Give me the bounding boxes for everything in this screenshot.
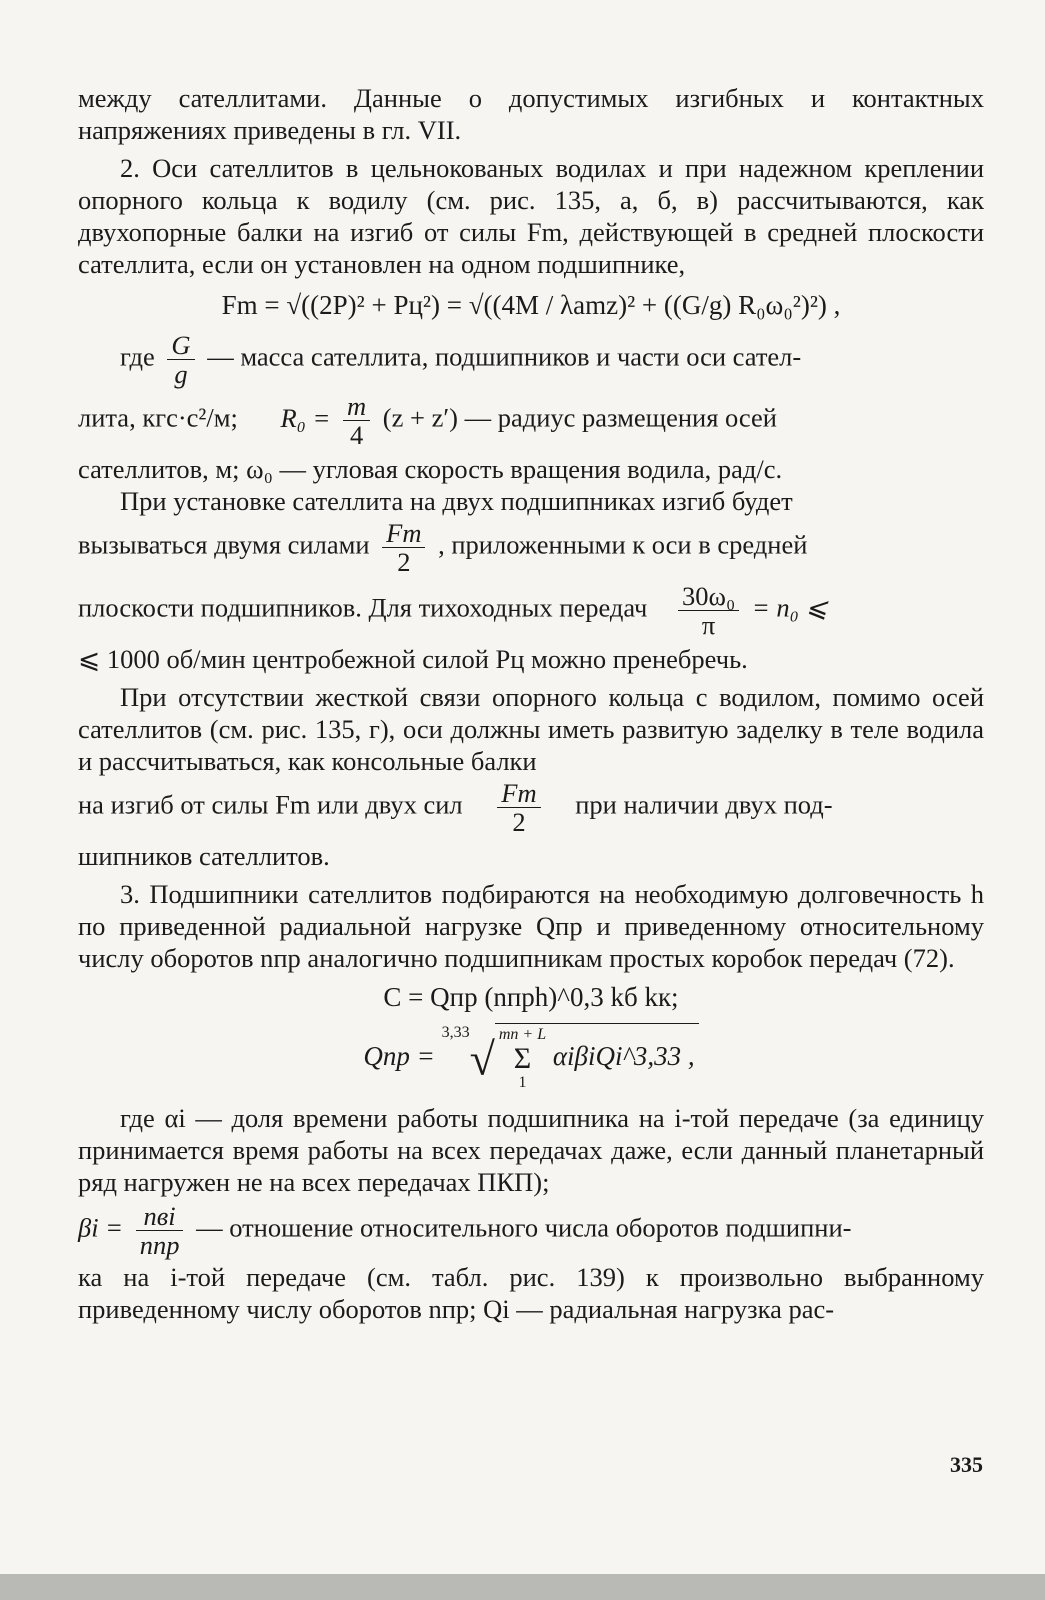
- radicand: [495, 1023, 699, 1092]
- paragraph-8: ка на i-той передаче (см. табл. рис. 139) к произвольно выбранному приведенному числу оборотов nпр; Qi — радиальная нагрузка рас-: [78, 1262, 984, 1324]
- equation-qpr: [78, 1023, 984, 1092]
- where-line-2: [78, 392, 984, 449]
- text-segment: = n₀ ⩽: [751, 592, 828, 623]
- where-word: где: [120, 341, 155, 372]
- paragraph-1: между сателлитами. Данные о допустимых изгибных и контактных напряжениях приведены в гл. VII.: [78, 83, 984, 145]
- where-line-3: сателлитов, м; ω₀ — угловая скорость вращения водила, рад/с.: [78, 454, 783, 484]
- paragraph-7: [78, 1202, 984, 1259]
- text-segment: на изгиб от силы Fm или двух сил: [78, 789, 463, 820]
- fraction-numerator: Fm: [382, 519, 425, 548]
- fraction-denominator: nпр: [139, 1230, 180, 1260]
- paragraph-2: 2. Оси сателлитов в цельнокованых водилах и при надежном креплении опорного кольца к водилу (см. рис. 135, а, б, в) рассчитываются, как двухопорные балки на изгиб от силы Fm, действующей в средней плоскости сателлита, если он установлен на одном подшипнике,: [78, 153, 984, 279]
- radius-text: (z + z′) — радиус размещения осей: [382, 402, 777, 433]
- where-line-1: [120, 331, 984, 388]
- fraction-nvi-over-npr: [136, 1202, 184, 1259]
- fraction-numerator: G: [167, 331, 194, 360]
- text-segment: , приложенными к оси в средней: [438, 529, 808, 560]
- fraction-denominator: π: [701, 610, 716, 640]
- sum-sign: Σ: [513, 1042, 532, 1075]
- root-sign: √: [469, 1033, 495, 1085]
- fraction-denominator: 2: [397, 547, 411, 577]
- paragraph-3a: При установке сателлита на двух подшипниках изгиб будет: [120, 486, 793, 516]
- text-segment: плоскости подшипников. Для тихоходных передач: [78, 592, 648, 623]
- summation: [499, 1026, 546, 1092]
- r0-symbol: R₀ =: [280, 402, 331, 433]
- fraction-denominator: g: [174, 359, 188, 389]
- sum-body: αiβiQi^3,33 ,: [552, 1041, 695, 1072]
- page-number: 335: [950, 1452, 983, 1477]
- fraction-fm-over-2: [497, 779, 540, 836]
- fraction-numerator: 30ω₀: [678, 582, 739, 611]
- paragraph-3d: ⩽ 1000 об/мин центробежной силой Pц можно пренебречь.: [78, 644, 748, 674]
- paragraph-3b: [78, 519, 984, 576]
- fraction-numerator: nвi: [136, 1202, 184, 1231]
- fraction-numerator: m: [343, 392, 370, 421]
- paragraph-4a: При отсутствии жесткой связи опорного кольца с водилом, помимо осей сателлитов (см. рис. 135, г), оси должны иметь развитую заделку в теле водила и рассчитываться, как консольные балки: [78, 682, 984, 776]
- text-segment: вызываться двумя силами: [78, 529, 370, 560]
- text-segment: — отношение относительного числа оборотов подшипни-: [196, 1212, 852, 1243]
- fraction-fm-over-2: [382, 519, 425, 576]
- fraction-denominator: 4: [349, 420, 364, 450]
- beta-symbol: βi =: [78, 1212, 124, 1243]
- equation-c: C = Qпр (nпрh)^0,3 kб kк;: [383, 982, 679, 1012]
- paragraph-3c: [78, 582, 984, 639]
- root-index: 3,33: [441, 1024, 470, 1042]
- paragraph-6: где αi — доля времени работы подшипника на i-той передаче (за единицу принимается время работы на всех передачах даже, если данный планетарный ряд нагружен не на всех передачах ПКП);: [78, 1103, 984, 1197]
- sum-lower: 1: [518, 1074, 527, 1091]
- equation-fm: Fm = √((2P)² + Pц²) = √((4M / λamz)² + ((G/g) R₀ω₀²)²) ,: [221, 290, 841, 320]
- qpr-lhs: Qпр =: [363, 1041, 435, 1072]
- fraction-denominator: 2: [512, 807, 526, 837]
- text-segment: при наличии двух под-: [575, 789, 833, 820]
- fraction-numerator: Fm: [497, 779, 540, 808]
- fraction-m-over-4: [343, 392, 370, 449]
- fraction-g-over-g: [167, 331, 194, 388]
- where-text: — масса сателлита, подшипников и части оси сател-: [207, 341, 802, 372]
- scan-bottom-edge: [0, 1574, 1045, 1600]
- fraction-30w0-over-pi: [678, 582, 739, 639]
- paragraph-4c: шипников сателлитов.: [78, 841, 330, 871]
- unit-text: лита, кгс·с²/м;: [78, 402, 238, 433]
- sum-upper: mп + L: [498, 1026, 547, 1043]
- paragraph-5: 3. Подшипники сателлитов подбираются на необходимую долговечность h по приведенной радиальной нагрузке Qпр и приведенному относительному числу оборотов nпр аналогично подшипникам простых коробок передач (72).: [78, 879, 984, 973]
- paragraph-4b: [78, 779, 984, 836]
- page-body: [78, 82, 984, 1325]
